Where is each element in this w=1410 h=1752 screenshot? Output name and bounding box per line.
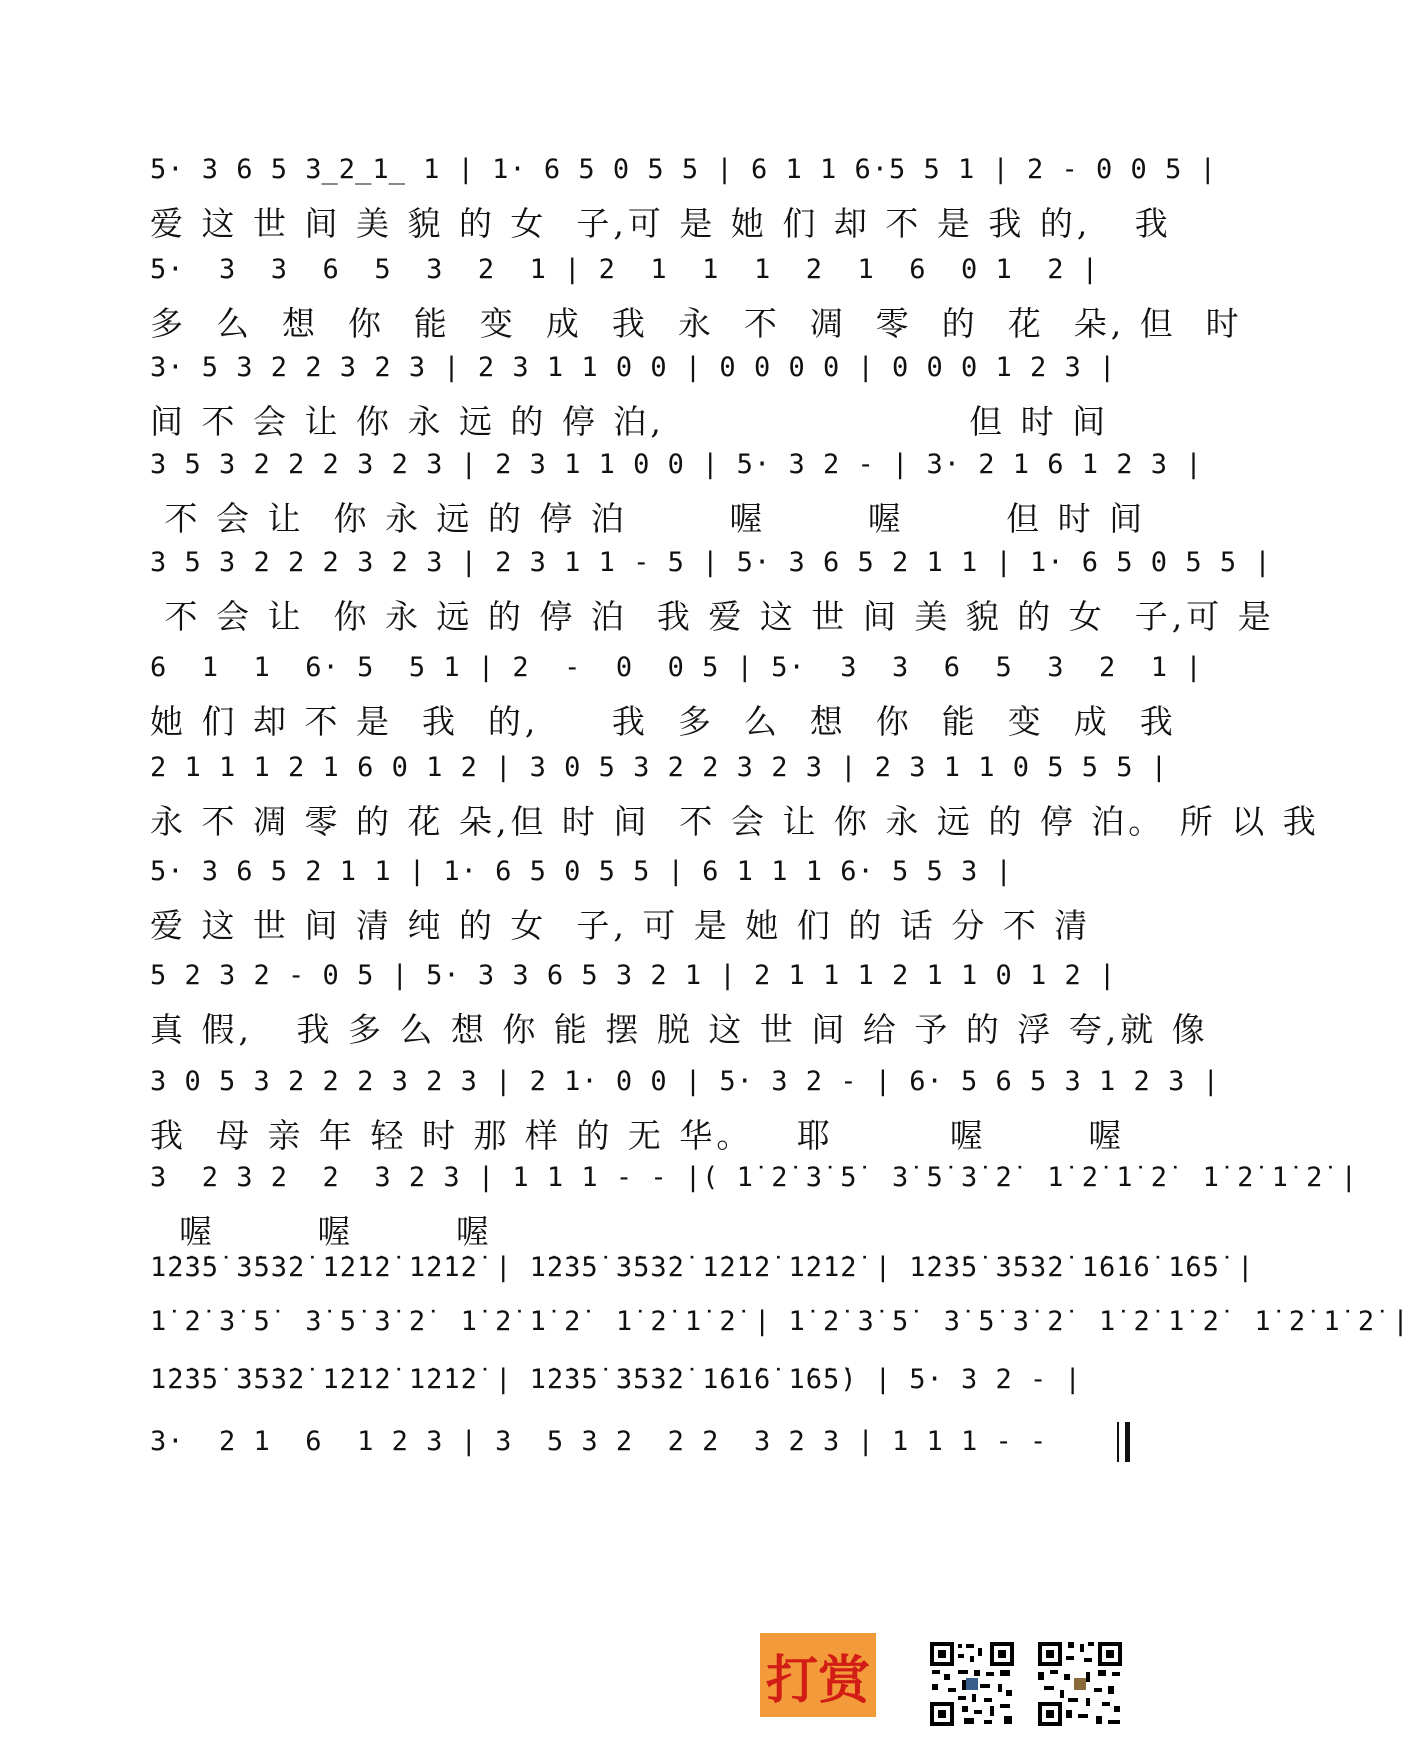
reward-button[interactable] — [760, 1633, 876, 1717]
notation-line: 3· 2 1 6 1 2 3 | 3 5 3 2 2 2 3 2 3 | 1 1 1 - - — [150, 1426, 1048, 1457]
score-system — [150, 250, 1243, 360]
score-system — [150, 543, 1275, 653]
score-system — [150, 348, 1130, 458]
notation-line: 6 1 1 6· 5 5 1 | 2 - 0 0 5 | 5· 3 3 6 5 3 2 1 | — [150, 652, 1203, 683]
notation-line: 5· 3 6 5 2 1 1 | 1· 6 5 0 5 5 | 6 1 1 1 6· 5 5 3 | — [150, 856, 1013, 887]
lyrics-line: 我 母 亲 年 轻 时 那 样 的 无 华。 耶 喔 喔 — [150, 1116, 1126, 1155]
lyrics-line: 不 会 让 你 永 远 的 停 泊 喔 喔 但 时 间 — [150, 499, 1147, 538]
alipay-qr-icon — [1036, 1640, 1124, 1728]
final-barline — [1117, 1422, 1130, 1462]
notation-line: 5 2 3 2 - 0 5 | 5· 3 3 6 5 3 2 1 | 2 1 1 1 2 1 1 0 1 2 | — [150, 960, 1117, 991]
score-system — [150, 748, 1320, 858]
score-system — [150, 648, 1203, 758]
score-system — [150, 150, 1217, 260]
notation-line: 2 1 1 1 2 1 6 0 1 2 | 3 0 5 3 2 2 3 2 3 | 2 3 1 1 0 5 5 5 | — [150, 752, 1169, 783]
lyrics-line: 真 假, 我 多 么 想 你 能 摆 脱 这 世 间 给 予 的 浮 夸,就 像 — [150, 1010, 1209, 1049]
score-system — [150, 956, 1209, 1066]
notation-line: 5· 3 3 6 5 3 2 1 | 2 1 1 1 2 1 6 0 1 2 | — [150, 254, 1100, 285]
notation-line: 1̇2̇3̇5̇ 3̇5̇3̇2̇ 1̇2̇1̇2̇ 1̇2̇1̇2̇ | 1̇2̇3̇5̇ 3̇5̇3̇2̇ 1̇2̇1̇2̇ 1̇2̇1̇2̇ | 1̇2̇3̇5̇ 3̇5̇3̇2̇ 1̇6̇1̇6̇ 1̇6̇5̇ | — [150, 1252, 1255, 1283]
notation-line: 3 5 3 2 2 2 3 2 3 | 2 3 1 1 0 0 | 5· 3 2 - | 3· 2 1 6 1 2 3 | — [150, 449, 1203, 480]
lyrics-line: 间 不 会 让 你 永 远 的 停 泊, 但 时 间 — [150, 402, 1110, 441]
lyrics-line — [150, 1474, 1130, 1518]
score-system — [150, 1062, 1220, 1172]
notation-line: 1̇2̇3̇5̇ 3̇5̇3̇2̇ 1̇2̇1̇2̇ 1̇2̇1̇2̇ | 1̇2̇3̇5̇ 3̇5̇3̇2̇ 1̇6̇1̇6̇ 1̇6̇5̇) | 5· 3 2 - | — [150, 1364, 1082, 1395]
notation-line: 3· 5 3 2 2 3 2 3 | 2 3 1 1 0 0 | 0 0 0 0 | 0 0 0 1 2 3 | — [150, 352, 1117, 383]
notation-line: 3 0 5 3 2 2 2 3 2 3 | 2 1· 0 0 | 5· 3 2 - | 6· 5 6 5 3 1 2 3 | — [150, 1066, 1220, 1097]
lyrics-line: 不 会 让 你 永 远 的 停 泊 我 爱 这 世 间 美 貌 的 女 子,可 是 — [150, 597, 1275, 636]
lyrics-line: 爱 这 世 间 美 貌 的 女 子,可 是 她 们 却 不 是 我 的, 我 — [150, 204, 1172, 243]
lyrics-line: 她 们 却 不 是 我 的, 我 多 么 想 你 能 变 成 我 — [150, 702, 1177, 741]
score-system — [150, 445, 1203, 555]
notation-line: 3 2 3 2 2 3 2 3 | 1 1 1 - - |( 1̇ 2̇ 3̇ 5̇ 3̇ 5̇ 3̇ 2̇ 1̇ 2̇ 1̇ 2̇ 1̇ 2̇ 1̇ 2̇ | — [150, 1162, 1358, 1193]
reward-label: 打赏 — [765, 1649, 870, 1711]
score-system — [150, 852, 1130, 962]
lyrics-line: 爱 这 世 间 清 纯 的 女 子, 可 是 她 们 的 话 分 不 清 — [150, 906, 1092, 945]
score-system — [150, 1422, 1130, 1532]
notation-line: 3 5 3 2 2 2 3 2 3 | 2 3 1 1 - 5 | 5· 3 6 5 2 1 1 | 1· 6 5 0 5 5 | — [150, 547, 1272, 578]
lyrics-line: 喔 喔 喔 — [150, 1212, 493, 1251]
notation-line: 5· 3 6 5 3̲2̲1̲ 1 | 1· 6 5 0 5 5 | 6 1 1 6·5 5 1 | 2 - 0 0 5 | — [150, 154, 1217, 185]
notation-line: 1̇ 2̇ 3̇ 5̇ 3̇ 5̇ 3̇ 2̇ 1̇ 2̇ 1̇ 2̇ 1̇ 2̇ 1̇ 2̇ | 1̇ 2̇ 3̇ 5̇ 3̇ 5̇ 3̇ 2̇ 1̇ 2̇ 1̇ 2̇ 1̇ 2̇ 1̇ 2̇ | — [150, 1306, 1410, 1337]
wechat-qr-icon — [928, 1640, 1016, 1728]
lyrics-line: 永 不 凋 零 的 花 朵,但 时 间 不 会 让 你 永 远 的 停 泊。 所 以 我 — [150, 802, 1320, 841]
lyrics-line: 多 么 想 你 能 变 成 我 永 不 凋 零 的 花 朵, 但 时 — [150, 304, 1243, 343]
